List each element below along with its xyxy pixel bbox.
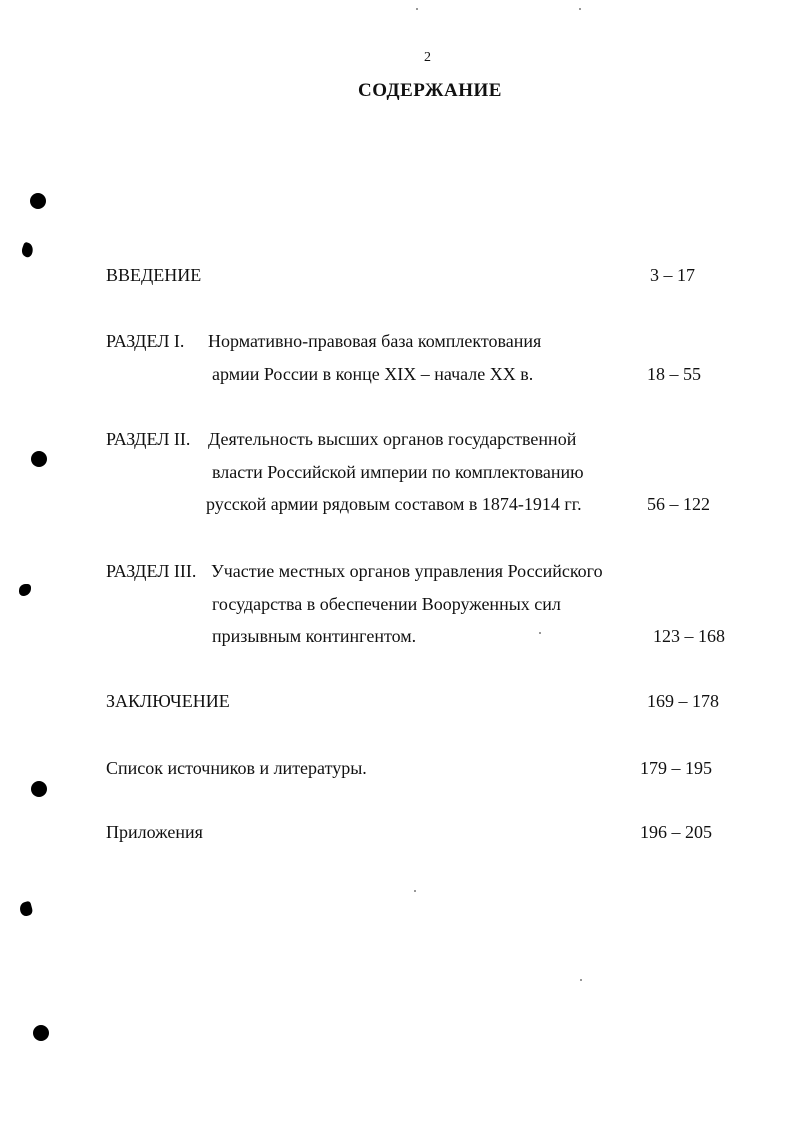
toc-conclusion-label: ЗАКЛЮЧЕНИЕ <box>106 691 230 711</box>
toc-section2-line1: Деятельность высших органов государственной <box>208 429 577 449</box>
toc-section1-label: РАЗДЕЛ I. <box>106 331 185 351</box>
toc-section2-line3: русской армии рядовым составом в 1874-1914 гг. <box>206 494 582 514</box>
punch-hole <box>30 193 46 209</box>
toc-section3-pages: 123 – 168 <box>653 626 725 646</box>
toc-section2-line2: власти Российской империи по комплектованию <box>212 462 584 482</box>
scan-dot <box>539 632 541 634</box>
toc-appendix-pages: 196 – 205 <box>640 822 712 842</box>
toc-section2-pages: 56 – 122 <box>647 494 710 514</box>
toc-section1-line2: армии России в конце XIX – начале XX в. <box>212 364 534 384</box>
toc-section3-label: РАЗДЕЛ III. <box>106 561 197 581</box>
toc-intro-pages: 3 – 17 <box>650 265 695 285</box>
scan-speck <box>20 242 35 259</box>
scan-speck <box>19 584 31 596</box>
page-title: СОДЕРЖАНИЕ <box>358 80 502 101</box>
toc-section3-line3: призывным контингентом. <box>212 626 417 646</box>
toc-appendix-label: Приложения <box>106 822 203 842</box>
toc-section3-line1: Участие местных органов управления Российского <box>211 561 603 581</box>
scan-speck <box>18 901 33 918</box>
scan-dot <box>416 8 418 10</box>
scan-dot <box>414 890 416 892</box>
toc-intro-label: ВВЕДЕНИЕ <box>106 265 202 285</box>
toc-section1-line1: Нормативно-правовая база комплектования <box>208 331 542 351</box>
scan-dot <box>580 979 582 981</box>
punch-hole <box>31 451 47 467</box>
toc-sources-label: Список источников и литературы. <box>106 758 367 778</box>
page-number: 2 <box>424 50 431 65</box>
toc-section3-line2: государства в обеспечении Вооруженных сил <box>212 594 561 614</box>
scan-dot <box>579 8 581 10</box>
punch-hole <box>31 781 47 797</box>
toc-section1-pages: 18 – 55 <box>647 364 701 384</box>
punch-hole <box>33 1025 49 1041</box>
toc-sources-pages: 179 – 195 <box>640 758 712 778</box>
toc-section2-label: РАЗДЕЛ II. <box>106 429 191 449</box>
toc-conclusion-pages: 169 – 178 <box>647 691 719 711</box>
